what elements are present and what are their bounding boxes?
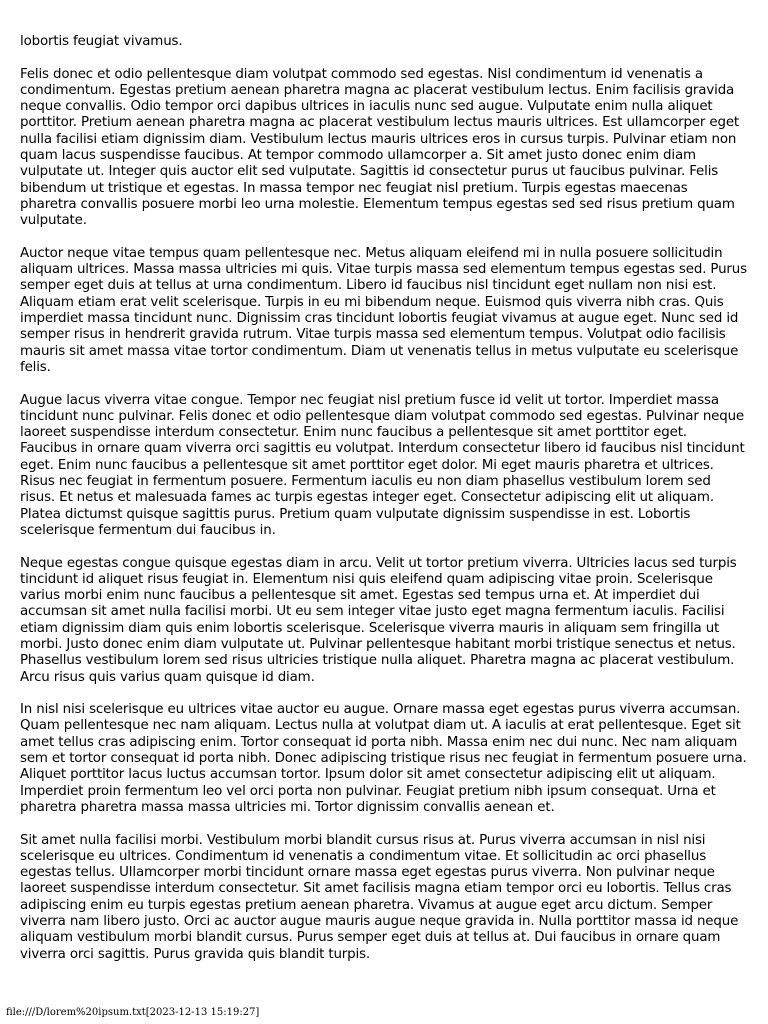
paragraph-1: lobortis feugiat vivamus. (20, 34, 183, 49)
print-footer-url: file:///D/lorem%20ipsum.txt[2023-12-13 15:19:27] (6, 1007, 260, 1018)
paragraph-5: Neque egestas congue quisque egestas diam in arcu. Velit ut tortor pretium viverra. Ultricies lacus sed turpis tincidunt id aliquet risus feugiat in. Elementum nisi quis eleifend quam adipiscing vitae proin. Scelerisque varius morbi enim nunc faucibus a pellentesque sit amet. Egestas sed tempus urna et. At imperdiet dui accumsan sit amet nulla facilisi morbi. Ut eu sem integer vitae justo eget magna fermentum iaculis. Facilisi etiam dignissim diam quis enim lobortis scelerisque. Scelerisque viverra mauris in aliquam sem fringilla ut morbi. Justo donec enim diam vulputate ut. Pulvinar pellentesque habitant morbi tristique senectus et netus. Phasellus vestibulum lorem sed risus ultricies tristique nulla aliquet. Pharetra magna ac placerat vestibulum. Arcu risus quis varius quam quisque id diam. (20, 555, 737, 685)
paragraph-3: Auctor neque vitae tempus quam pellentesque nec. Metus aliquam eleifend mi in nulla posuere sollicitudin aliquam ultrices. Massa massa ultricies mi quis. Vitae turpis massa sed elementum tempus egestas sed. Purus semper eget duis at tellus at urna condimentum. Libero id faucibus nisl tincidunt eget nullam non nisi est. Aliquam etiam erat velit scelerisque. Turpis in eu mi bibendum neque. Euismod quis viverra nibh cras. Quis imperdiet massa tincidunt nunc. Dignissim cras tincidunt lobortis feugiat vivamus at augue eget. Nunc sed id semper risus in hendrerit gravida rutrum. Vitae turpis massa sed elementum tempus. Volutpat odio facilisis mauris sit amet massa vitae tortor condimentum. Diam ut venenatis tellus in metus vulputate eu scelerisque felis. (20, 245, 747, 375)
paragraph-6: In nisl nisi scelerisque eu ultrices vitae auctor eu augue. Ornare massa eget egestas purus viverra accumsan. Quam pellentesque nec nam aliquam. Lectus nulla at volutpat diam ut. A iaculis at erat pellentesque. Eget sit amet tellus cras adipiscing enim. Tortor consequat id porta nibh. Massa enim nec dui nunc. Nec nam aliquam sem et tortor consequat id porta nibh. Donec adipiscing tristique risus nec feugiat in fermentum posuere urna. Aliquet porttitor lacus luctus accumsan tortor. Ipsum dolor sit amet consectetur adipiscing elit ut aliquam. Imperdiet proin fermentum leo vel orci porta non pulvinar. Feugiat pretium nibh ipsum consequat. Urna et pharetra pharetra massa massa ultricies mi. Tortor dignissim convallis aenean et. (20, 702, 747, 815)
document-body (20, 34, 748, 979)
paragraph-7: Sit amet nulla facilisi morbi. Vestibulum morbi blandit cursus risus at. Purus viverra accumsan in nisl nisi scelerisque eu ultrices. Condimentum id venenatis a condimentum vitae. Et sollicitudin ac orci phasellus egestas tellus. Ullamcorper morbi tincidunt ornare massa eget egestas purus viverra. Non pulvinar neque laoreet suspendisse interdum consectetur. Sit amet facilisis magna etiam tempor orci eu lobortis. Tellus cras adipiscing enim eu turpis egestas pretium aenean pharetra. Vivamus at augue eget arcu dictum. Semper viverra nam libero justo. Orci ac auctor augue mauris augue neque gravida in. Nulla porttitor massa id neque aliquam vestibulum morbi blandit cursus. Purus semper eget duis at tellus at. Dui faucibus in ornare quam viverra orci sagittis. Purus gravida quis blandit turpis. (20, 832, 739, 962)
paragraph-4: Augue lacus viverra vitae congue. Tempor nec feugiat nisl pretium fusce id velit ut tortor. Imperdiet massa tincidunt nunc pulvinar. Felis donec et odio pellentesque diam volutpat commodo sed egestas. Pulvinar neque laoreet suspendisse interdum consectetur. Enim nunc faucibus a pellentesque sit amet porttitor eget. Faucibus in ornare quam viverra orci sagittis eu volutpat. Interdum consectetur libero id faucibus nisl tincidunt eget. Enim nunc faucibus a pellentesque sit amet porttitor eget dolor. Mi eget mauris pharetra et ultrices. Risus nec feugiat in fermentum posuere. Fermentum iaculis eu non diam phasellus vestibulum lorem sed risus. Et netus et malesuada fames ac turpis egestas integer eget. Consectetur adipiscing elit ut aliquam. Platea dictumst quisque sagittis purus. Pretium quam vulputate dignissim suspendisse in est. Lobortis scelerisque fermentum dui faucibus in. (20, 392, 745, 538)
paragraph-2: Felis donec et odio pellentesque diam volutpat commodo sed egestas. Nisl condimentum id venenatis a condimentum. Egestas pretium aenean pharetra magna ac placerat vestibulum lectus. Enim facilisis gravida neque convallis. Odio tempor orci dapibus ultrices in iaculis nunc sed augue. Vulputate enim nulla aliquet porttitor. Pretium aenean pharetra magna ac placerat vestibulum lectus mauris ultrices. Est ullamcorper eget nulla facilisi etiam dignissim diam. Vestibulum lectus mauris ultrices eros in cursus turpis. Pulvinar etiam non quam lacus suspendisse faucibus. At tempor commodo ullamcorper a. Sit amet justo donec enim diam vulputate ut. Integer quis auctor elit sed vulputate. Sagittis id consectetur purus ut faucibus pulvinar. Felis bibendum ut tristique et egestas. In massa tempor nec feugiat nisl pretium. Turpis egestas maecenas pharetra convallis posuere morbi leo urna molestie. Elementum tempus egestas sed sed risus pretium quam vulputate. (20, 66, 740, 229)
